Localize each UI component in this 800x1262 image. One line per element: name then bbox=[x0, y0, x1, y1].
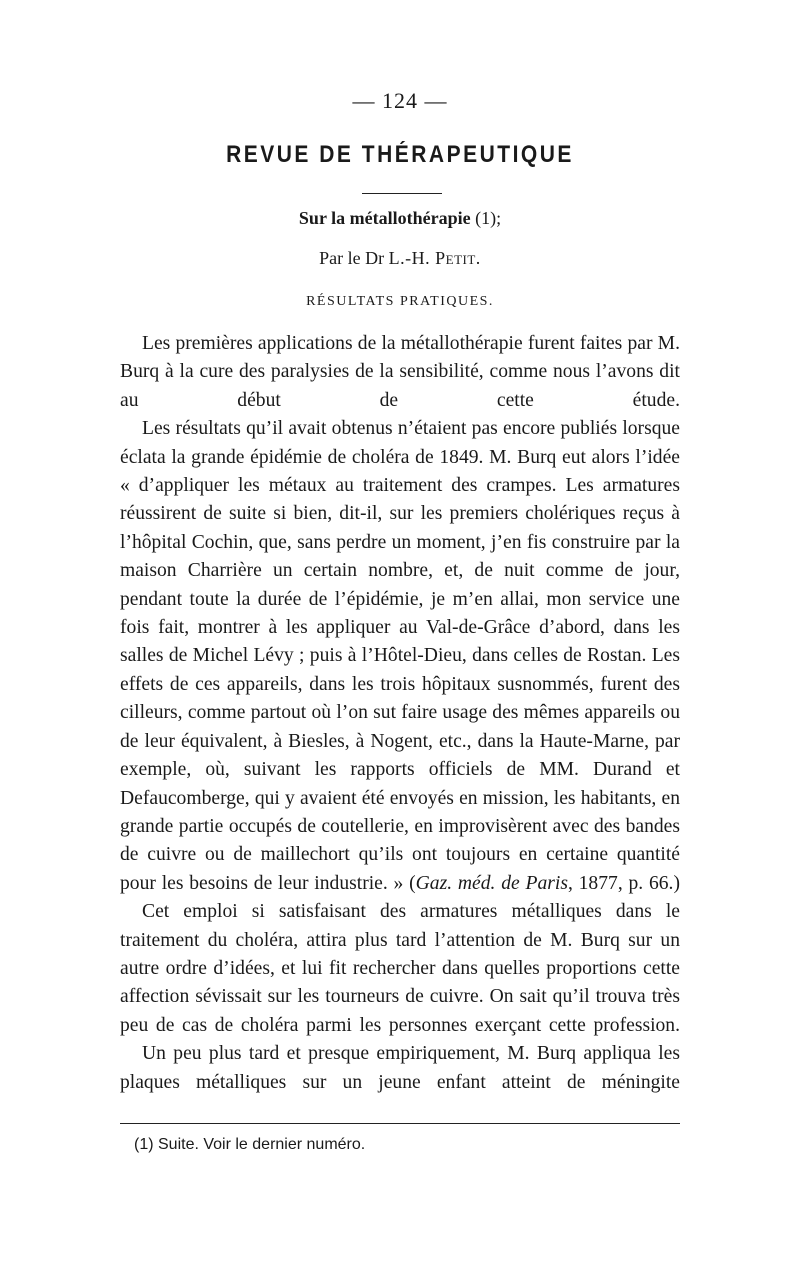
paragraph-3: Cet emploi si satisfaisant des armatures métalliques dans le traitement du choléra, attira plus tard l’attention de M. Burq sur un autre ordre d’idées, et lui fit rechercher dans quelles proportions cette affection sévissait sur les tourneurs de cuivre. On sait qu’il trouva très peu de cas de choléra parmi les personnes exerçant cette profession. bbox=[120, 901, 680, 1036]
article-title-footnote-marker: (1); bbox=[470, 208, 502, 228]
article-title bbox=[0, 208, 800, 229]
paragraph-2 bbox=[120, 415, 680, 898]
article-title-text: Sur la métallothérapie bbox=[298, 208, 471, 228]
body-text bbox=[120, 330, 680, 1097]
author-name: L.-H. Petit. bbox=[388, 248, 481, 268]
footnote-divider bbox=[120, 1123, 680, 1124]
section-heading: RÉSULTATS PRATIQUES. bbox=[306, 294, 494, 309]
citation-journal: Gaz. méd. de Paris bbox=[415, 872, 568, 894]
paragraph-2-text: Les résultats qu’il avait obtenus n’étaient pas encore publiés lorsque éclata la grande épidémie de choléra de 1849. M. Burq eut alors l’idée « d’appliquer les métaux au traitement des crampes. Les armatures réussirent de suite si bien, dit-il, sur les premiers cholériques reçus à l’hôpital Cochin, que, sans perdre un moment, j’en fis construire par la maison Charrière un certain nombre, et, de nuit comme de jour, pendant toute la durée de l’épidémie, je m’en allai, mon service une fois fait, montrer à les appliquer au Val-de-Grâce d’abord, dans les salles de Michel Lévy ; puis à l’Hôtel-Dieu, dans celles de Rostan. Les effets de ces appareils, dans les trois hôpitaux susnommés, furent des cilleurs, comme partout où l’on sut faire usage des mêmes appareils ou de leur équivalent, à Biesles, à Nogent, etc., dans la Haute-Marne, par exemple, où, suivant les rapports officiels de MM. Durand et Defaucomberge, qui y avaient été envoyés en mission, les habitants, en grande partie occupés de coutellerie, en improvisèrent avec des bandes de cuivre ou de maillechort qu’ils ont toujours en certaine quantité pour les besoins de leur industrie. » bbox=[120, 418, 680, 894]
author-line bbox=[0, 248, 800, 269]
paragraph-1: Les premières applications de la métallothérapie furent faites par M. Burq à la cure des paralysies de la sensibilité, comme nous l’avons dit au début de cette étude. bbox=[120, 333, 680, 411]
footnote: (1) Suite. Voir le dernier numéro. bbox=[134, 1136, 366, 1153]
journal-title: REVUE DE THÉRAPEUTIQUE bbox=[226, 141, 574, 168]
page-number: — 124 — bbox=[352, 88, 448, 113]
author-prefix: Par le Dr bbox=[319, 248, 389, 268]
citation-rest: , 1877, p. 66.) bbox=[567, 872, 680, 894]
title-divider bbox=[362, 193, 442, 194]
citation-open: ( bbox=[403, 872, 416, 894]
paragraph-4: Un peu plus tard et presque empiriquement, M. Burq appliqua les plaques métalliques sur un jeune enfant atteint de méningite bbox=[120, 1043, 680, 1093]
